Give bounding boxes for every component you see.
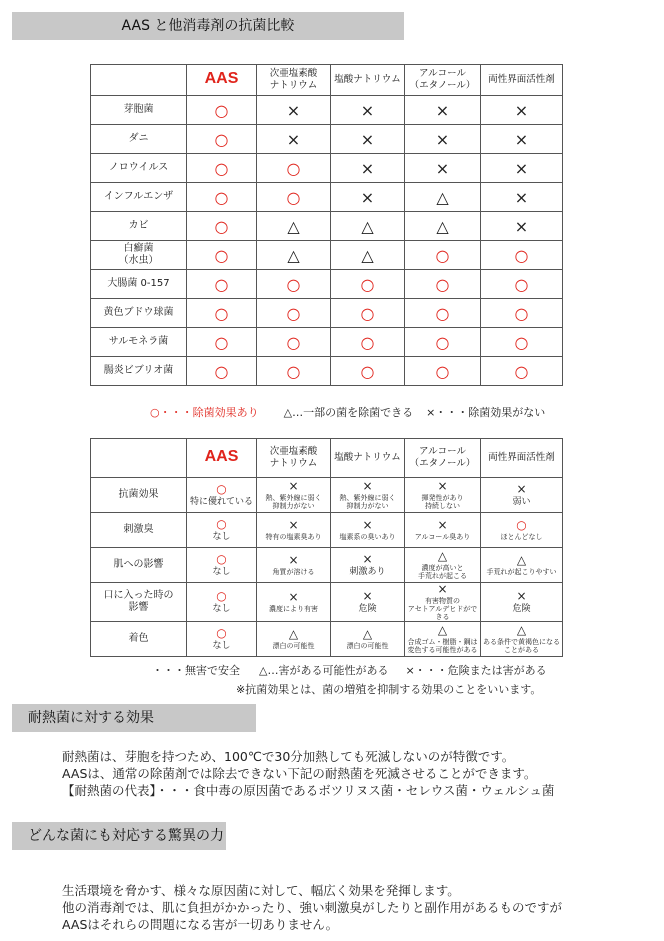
rating-symbol: × bbox=[435, 100, 450, 120]
rating-symbol: × bbox=[288, 590, 299, 604]
table-row bbox=[91, 154, 563, 183]
rating-symbol: ○ bbox=[214, 303, 229, 323]
header-agent: アルコール （エタノール） bbox=[405, 439, 481, 478]
table-cell bbox=[481, 270, 563, 299]
table-cell bbox=[405, 125, 481, 154]
rating-symbol: ○ bbox=[286, 187, 301, 207]
rating-symbol: ○ bbox=[214, 129, 229, 149]
rating-symbol: ○ bbox=[435, 274, 450, 294]
rating-symbol: ○ bbox=[214, 274, 229, 294]
table-cell bbox=[481, 583, 563, 622]
row-label: 口に入った時の 影響 bbox=[91, 583, 187, 622]
table-cell bbox=[187, 357, 257, 386]
table-cell bbox=[331, 241, 405, 270]
row-label: 黄色ブドウ球菌 bbox=[91, 299, 187, 328]
table-cell bbox=[405, 548, 481, 583]
rating-note: 角質が溶ける bbox=[272, 568, 315, 576]
rating-symbol: △ bbox=[287, 245, 300, 265]
rating-symbol: × bbox=[360, 187, 375, 207]
table-cell bbox=[257, 270, 331, 299]
table-cell bbox=[331, 299, 405, 328]
rating-symbol: ○ bbox=[214, 216, 229, 236]
table-cell bbox=[331, 622, 405, 657]
table-cell bbox=[257, 328, 331, 357]
table-cell bbox=[331, 548, 405, 583]
table-cell bbox=[187, 125, 257, 154]
table-cell bbox=[187, 299, 257, 328]
rating-symbol: ○ bbox=[216, 482, 227, 496]
table-cell bbox=[187, 583, 257, 622]
table-header-row bbox=[91, 439, 563, 478]
power-paragraph bbox=[62, 882, 562, 933]
rating-note: 熱、紫外線に弱く 抑制力がない bbox=[265, 494, 322, 510]
row-label: ダニ bbox=[91, 125, 187, 154]
table-cell bbox=[257, 154, 331, 183]
table-row bbox=[91, 125, 563, 154]
rating-symbol: × bbox=[516, 482, 527, 496]
rating-symbol: × bbox=[360, 100, 375, 120]
rating-symbol: × bbox=[286, 100, 301, 120]
table-cell bbox=[405, 212, 481, 241]
table-row bbox=[91, 241, 563, 270]
table-cell bbox=[257, 583, 331, 622]
rating-symbol: × bbox=[288, 553, 299, 567]
table-cell bbox=[331, 513, 405, 548]
table-cell bbox=[331, 478, 405, 513]
table-cell bbox=[331, 270, 405, 299]
table-cell bbox=[257, 125, 331, 154]
rating-note: 危険 bbox=[358, 604, 377, 614]
paragraph-line: 他の消毒剤では、肌に負担がかかったり、強い刺激臭がしたりと副作用があるものですが bbox=[62, 900, 563, 915]
header-aas bbox=[187, 439, 257, 478]
rating-symbol: ○ bbox=[216, 552, 227, 566]
table-row bbox=[91, 622, 563, 657]
row-label: インフルエンザ bbox=[91, 183, 187, 212]
rating-note: 有害物質の アセトアルデヒドができる bbox=[407, 597, 478, 621]
rating-symbol: ○ bbox=[286, 332, 301, 352]
rating-symbol: △ bbox=[362, 627, 373, 641]
table-cell bbox=[257, 357, 331, 386]
table-row bbox=[91, 513, 563, 548]
row-label: 白癬菌 （水虫） bbox=[91, 241, 187, 270]
legend-triangle: △…害がある可能性がある bbox=[259, 664, 389, 677]
rating-symbol: × bbox=[360, 129, 375, 149]
table-cell bbox=[331, 328, 405, 357]
heat-resistant-paragraph bbox=[62, 748, 554, 799]
table-cell bbox=[481, 183, 563, 212]
rating-symbol: × bbox=[362, 589, 373, 603]
rating-symbol: ○ bbox=[435, 303, 450, 323]
table-cell bbox=[405, 513, 481, 548]
rating-symbol: ○ bbox=[360, 274, 375, 294]
rating-symbol: ○ bbox=[286, 361, 301, 381]
legend-circle: ○・・・除菌効果あり bbox=[150, 406, 259, 419]
footnote: ※抗菌効果とは、菌の増殖を抑制する効果のことをいいます。 bbox=[236, 683, 542, 696]
paragraph-line: AASは、通常の除菌剤では除去できない下記の耐熱菌を死滅させることができます。 bbox=[62, 766, 537, 781]
rating-note: 弱い bbox=[512, 497, 531, 507]
rating-note: 危険 bbox=[512, 604, 531, 614]
rating-symbol: ○ bbox=[216, 517, 227, 531]
legend-triangle: △…一部の菌を除菌できる bbox=[283, 406, 414, 419]
table-cell bbox=[481, 478, 563, 513]
rating-symbol: × bbox=[514, 158, 529, 178]
rating-symbol: × bbox=[362, 518, 373, 532]
rating-symbol: × bbox=[437, 582, 448, 596]
rating-symbol: ○ bbox=[360, 332, 375, 352]
table-cell bbox=[405, 583, 481, 622]
table2-legend bbox=[152, 662, 547, 678]
table-cell bbox=[405, 357, 481, 386]
table-cell bbox=[405, 183, 481, 212]
rating-note: なし bbox=[212, 641, 231, 651]
antibacterial-comparison-table bbox=[90, 64, 563, 386]
rating-symbol: × bbox=[286, 129, 301, 149]
table-cell bbox=[405, 622, 481, 657]
table-row bbox=[91, 357, 563, 386]
table-cell bbox=[481, 125, 563, 154]
table1-legend bbox=[150, 404, 545, 420]
rating-symbol: ○ bbox=[435, 332, 450, 352]
paragraph-line: AASはそれらの問題になる害が一切ありません。 bbox=[62, 917, 339, 932]
rating-note: 刺激あり bbox=[349, 567, 386, 577]
property-comparison-table bbox=[90, 438, 563, 657]
rating-symbol: △ bbox=[287, 216, 300, 236]
rating-note: 合成ゴム・樹脂・鋼は 変色する可能性がある bbox=[407, 638, 478, 654]
table-cell bbox=[187, 96, 257, 125]
table-cell bbox=[481, 299, 563, 328]
header-agent: 両性界面活性剤 bbox=[481, 439, 563, 478]
paragraph-line: 生活環境を脅かす、様々な原因菌に対して、幅広く効果を発揮します。 bbox=[62, 883, 460, 898]
rating-symbol: × bbox=[437, 479, 448, 493]
table-cell bbox=[481, 622, 563, 657]
rating-symbol: ○ bbox=[514, 303, 529, 323]
table-cell bbox=[405, 478, 481, 513]
rating-symbol: × bbox=[435, 129, 450, 149]
rating-symbol: × bbox=[435, 158, 450, 178]
section-title-comparison: AAS と他消毒剤の抗菌比較 bbox=[12, 12, 404, 40]
row-label: 肌への影響 bbox=[91, 548, 187, 583]
rating-note: ある条件で黄褐色になる ことがある bbox=[483, 638, 560, 654]
table-cell bbox=[187, 241, 257, 270]
table-cell bbox=[331, 183, 405, 212]
table-cell bbox=[481, 241, 563, 270]
rating-symbol: × bbox=[514, 216, 529, 236]
rating-symbol: × bbox=[362, 479, 373, 493]
section-title-power: どんな菌にも対応する驚異の力 bbox=[12, 822, 226, 850]
rating-note: アルコール臭あり bbox=[414, 533, 471, 541]
rating-note: 特に優れている bbox=[189, 497, 253, 507]
section-title-heat-resistant: 耐熱菌に対する効果 bbox=[12, 704, 256, 732]
rating-note: なし bbox=[212, 532, 231, 542]
aas-label: AAS bbox=[204, 70, 239, 87]
rating-symbol: ○ bbox=[286, 158, 301, 178]
paragraph-line: 【耐熱菌の代表】・・・食中毒の原因菌であるボツリヌス菌・セレウス菌・ウェルシュ菌 bbox=[62, 783, 555, 798]
header-empty bbox=[91, 65, 187, 96]
rating-symbol: × bbox=[437, 518, 448, 532]
table-cell bbox=[257, 96, 331, 125]
header-empty bbox=[91, 439, 187, 478]
rating-symbol: ○ bbox=[360, 361, 375, 381]
rating-note: ほとんどなし bbox=[500, 533, 543, 541]
rating-symbol: ○ bbox=[516, 518, 527, 532]
table-cell bbox=[405, 299, 481, 328]
rating-symbol: ○ bbox=[216, 626, 227, 640]
row-label: 腸炎ビブリオ菌 bbox=[91, 357, 187, 386]
table-row bbox=[91, 583, 563, 622]
rating-symbol: ○ bbox=[514, 332, 529, 352]
table-cell bbox=[481, 154, 563, 183]
table-cell bbox=[481, 212, 563, 241]
row-label: 大腸菌 0-157 bbox=[91, 270, 187, 299]
rating-symbol: ○ bbox=[514, 274, 529, 294]
paragraph-line: 耐熱菌は、芽胞を持つため、100℃で30分加熱しても死滅しないのが特徴です。 bbox=[62, 749, 515, 764]
rating-symbol: △ bbox=[437, 623, 448, 637]
table-cell bbox=[405, 270, 481, 299]
rating-symbol: △ bbox=[516, 553, 527, 567]
table-cell bbox=[257, 478, 331, 513]
rating-symbol: × bbox=[288, 479, 299, 493]
row-label: ノロウイルス bbox=[91, 154, 187, 183]
header-agent: 塩酸ナトリウム bbox=[331, 439, 405, 478]
table-cell bbox=[331, 357, 405, 386]
header-agent: 塩酸ナトリウム bbox=[331, 65, 405, 96]
table-row bbox=[91, 299, 563, 328]
rating-symbol: × bbox=[514, 100, 529, 120]
rating-note: 揮発性があり 持続しない bbox=[421, 494, 464, 510]
row-label: サルモネラ菌 bbox=[91, 328, 187, 357]
rating-symbol: △ bbox=[288, 627, 299, 641]
table-cell bbox=[187, 478, 257, 513]
table-cell bbox=[331, 125, 405, 154]
rating-note: 塩素系の臭いあり bbox=[339, 533, 396, 541]
row-label: 抗菌効果 bbox=[91, 478, 187, 513]
table-cell bbox=[405, 154, 481, 183]
rating-symbol: △ bbox=[361, 245, 374, 265]
table-row bbox=[91, 328, 563, 357]
rating-note: 濃度により有害 bbox=[269, 605, 318, 613]
rating-note: 濃度が高いと 手荒れが起こる bbox=[418, 564, 467, 580]
rating-symbol: ○ bbox=[514, 361, 529, 381]
rating-note: 特有の塩素臭あり bbox=[265, 533, 322, 541]
rating-symbol: ○ bbox=[514, 245, 529, 265]
header-agent: 次亜塩素酸 ナトリウム bbox=[257, 65, 331, 96]
row-label: カビ bbox=[91, 212, 187, 241]
table-cell bbox=[257, 183, 331, 212]
rating-symbol: ○ bbox=[214, 100, 229, 120]
table-cell bbox=[331, 212, 405, 241]
rating-note: 漂白の可能性 bbox=[272, 642, 315, 650]
aas-label: AAS bbox=[204, 448, 239, 465]
rating-symbol: ○ bbox=[216, 589, 227, 603]
table-cell bbox=[257, 212, 331, 241]
rating-symbol: ○ bbox=[214, 332, 229, 352]
table-row bbox=[91, 212, 563, 241]
table-cell bbox=[481, 357, 563, 386]
table-cell bbox=[481, 328, 563, 357]
table-cell bbox=[187, 622, 257, 657]
rating-symbol: △ bbox=[361, 216, 374, 236]
rating-symbol: △ bbox=[436, 216, 449, 236]
table-row bbox=[91, 270, 563, 299]
table-cell bbox=[405, 328, 481, 357]
table-cell bbox=[187, 212, 257, 241]
rating-symbol: △ bbox=[436, 187, 449, 207]
rating-symbol: × bbox=[360, 158, 375, 178]
table-cell bbox=[331, 96, 405, 125]
header-agent: 次亜塩素酸 ナトリウム bbox=[257, 439, 331, 478]
table-cell bbox=[187, 513, 257, 548]
rating-symbol: △ bbox=[516, 623, 527, 637]
table-cell bbox=[331, 154, 405, 183]
rating-symbol: × bbox=[516, 589, 527, 603]
table-cell bbox=[481, 548, 563, 583]
rating-symbol: ○ bbox=[435, 245, 450, 265]
table-cell bbox=[481, 513, 563, 548]
table-cell bbox=[257, 622, 331, 657]
table-cell bbox=[405, 96, 481, 125]
rating-symbol: ○ bbox=[286, 274, 301, 294]
table-cell bbox=[187, 183, 257, 212]
table-cell bbox=[405, 241, 481, 270]
table-cell bbox=[257, 548, 331, 583]
table-cell bbox=[187, 328, 257, 357]
rating-note: なし bbox=[212, 604, 231, 614]
table-cell bbox=[187, 270, 257, 299]
rating-symbol: ○ bbox=[360, 303, 375, 323]
table-cell bbox=[187, 548, 257, 583]
rating-note: 漂白の可能性 bbox=[346, 642, 389, 650]
legend-circle: ・・・無害で安全 bbox=[152, 664, 240, 677]
rating-symbol: ○ bbox=[435, 361, 450, 381]
header-agent: 両性界面活性剤 bbox=[481, 65, 563, 96]
rating-note: 手荒れが起こりやすい bbox=[486, 568, 557, 576]
row-label: 芽胞菌 bbox=[91, 96, 187, 125]
table-cell bbox=[481, 96, 563, 125]
table-cell bbox=[187, 154, 257, 183]
rating-symbol: × bbox=[514, 187, 529, 207]
legend-cross: ×・・・除菌効果がない bbox=[426, 406, 546, 419]
row-label: 刺激臭 bbox=[91, 513, 187, 548]
table-cell bbox=[257, 513, 331, 548]
table-row bbox=[91, 183, 563, 212]
rating-symbol: △ bbox=[437, 549, 448, 563]
rating-note: なし bbox=[212, 567, 231, 577]
rating-symbol: ○ bbox=[214, 245, 229, 265]
table-cell bbox=[257, 299, 331, 328]
rating-symbol: ○ bbox=[214, 158, 229, 178]
table-row bbox=[91, 478, 563, 513]
rating-symbol: ○ bbox=[214, 361, 229, 381]
table-cell bbox=[331, 583, 405, 622]
header-aas bbox=[187, 65, 257, 96]
table-cell bbox=[257, 241, 331, 270]
table-row bbox=[91, 548, 563, 583]
header-agent: アルコール （エタノール） bbox=[405, 65, 481, 96]
rating-note: 熱、紫外線に弱く 抑制力がない bbox=[339, 494, 396, 510]
rating-symbol: × bbox=[362, 552, 373, 566]
rating-symbol: × bbox=[288, 518, 299, 532]
rating-symbol: ○ bbox=[214, 187, 229, 207]
rating-symbol: ○ bbox=[286, 303, 301, 323]
table-row bbox=[91, 96, 563, 125]
table-header-row bbox=[91, 65, 563, 96]
rating-symbol: × bbox=[514, 129, 529, 149]
legend-cross: ×・・・危険または害がある bbox=[405, 664, 547, 677]
row-label: 着色 bbox=[91, 622, 187, 657]
